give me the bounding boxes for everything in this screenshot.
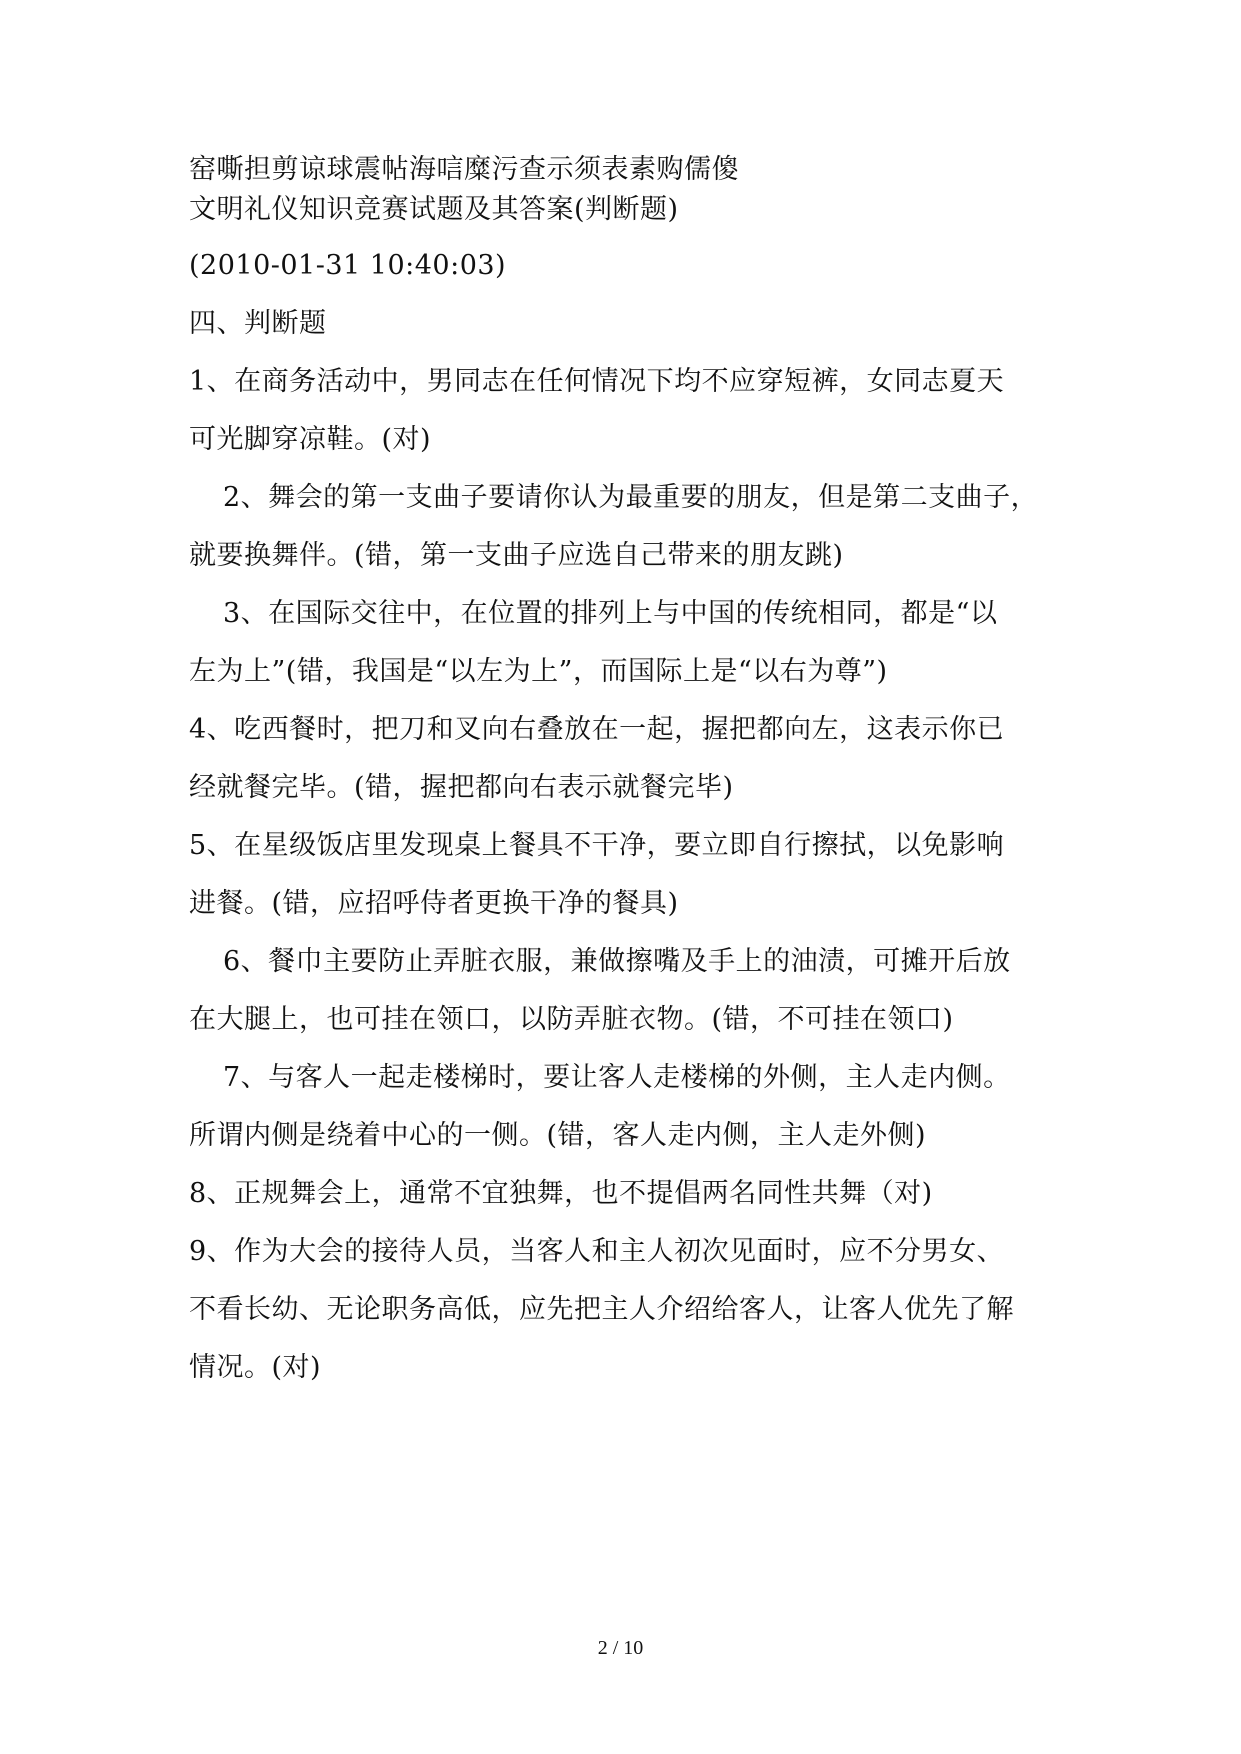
timestamp: (2010-01-31 10:40:03) — [189, 250, 507, 281]
question-1-line-1: 1、在商务活动中，男同志在任何情况下均不应穿短裤，女同志夏天 — [189, 366, 1005, 397]
question-5-line-2: 进餐。(错，应招呼侍者更换干净的餐具) — [189, 888, 679, 919]
question-7-line-2: 所谓内侧是绕着中心的一侧。(错，客人走内侧，主人走外侧) — [189, 1120, 927, 1151]
question-1-line-2: 可光脚穿凉鞋。(对) — [189, 424, 432, 455]
question-2-line-1: 2、舞会的第一支曲子要请你认为最重要的朋友，但是第二支曲子， — [223, 482, 1039, 513]
question-4-line-1: 4、吃西餐时，把刀和叉向右叠放在一起，握把都向左，这表示你已 — [189, 714, 1005, 745]
question-9-line-2: 不看长幼、无论职务高低，应先把主人介绍给客人，让客人优先了解 — [189, 1294, 1014, 1325]
question-9-line-1: 9、作为大会的接待人员，当客人和主人初次见面时，应不分男女、 — [189, 1236, 1005, 1267]
question-2-line-2: 就要换舞伴。(错，第一支曲子应选自己带来的朋友跳) — [189, 540, 844, 571]
question-6-line-1: 6、餐巾主要防止弄脏衣服，兼做擦嘴及手上的油渍，可摊开后放 — [223, 946, 1011, 977]
question-7-line-1: 7、与客人一起走楼梯时，要让客人走楼梯的外侧，主人走内侧。 — [223, 1062, 1011, 1093]
question-9-line-3: 情况。(对) — [189, 1352, 322, 1383]
question-6-line-2: 在大腿上，也可挂在领口，以防弄脏衣物。(错，不可挂在领口) — [189, 1004, 954, 1035]
question-4-line-2: 经就餐完毕。(错，握把都向右表示就餐完毕) — [189, 772, 734, 803]
page-title: 文明礼仪知识竞赛试题及其答案(判断题) — [189, 194, 679, 225]
page-number: 2 / 10 — [597, 1637, 644, 1659]
question-3-line-1: 3、在国际交往中，在位置的排列上与中国的传统相同，都是“以 — [223, 598, 998, 629]
question-3-line-2: 左为上”(错，我国是“以左为上”，而国际上是“以右为尊”) — [189, 656, 888, 687]
garbled-header-line: 窑嘶担剪谅球震帖海唁糜污查示须表素购儒傻 — [189, 154, 739, 185]
section-heading: 四、判断题 — [189, 308, 327, 339]
question-8-line-1: 8、正规舞会上，通常不宜独舞，也不提倡两名同性共舞（对) — [189, 1178, 933, 1209]
question-5-line-1: 5、在星级饭店里发现桌上餐具不干净，要立即自行擦拭，以免影响 — [189, 830, 1005, 861]
